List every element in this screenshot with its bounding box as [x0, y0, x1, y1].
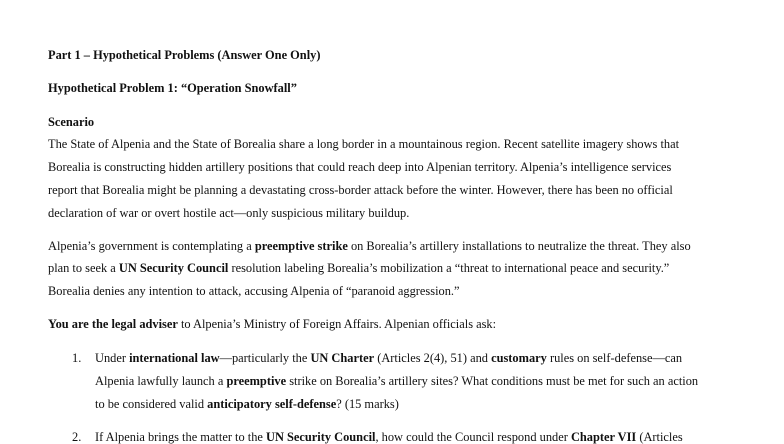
para2-line2: plan to seek a UN Security Council resolution labeling Borealia’s mobilization a “threat to international peace and security.” [48, 261, 670, 275]
item1-line3: to be considered valid anticipatory self-defense? (15 marks) [95, 397, 399, 411]
para1-line4: declaration of war or overt hostile act—only suspicious military buildup. [48, 206, 410, 220]
para2-line1: Alpenia’s government is contemplating a preemptive strike on Borealia’s artillery installations to neutralize the threat. They also [48, 239, 691, 253]
para2-line3: Borealia denies any intention to attack, accusing Alpenia of “paranoid aggression.” [48, 284, 460, 298]
para1-line2: Borealia is constructing hidden artillery positions that could reach deep into Alpenian territory. Alpenia’s intelligence services [48, 160, 672, 174]
para3: You are the legal adviser to Alpenia’s Ministry of Foreign Affairs. Alpenian officials ask: [48, 317, 497, 331]
item2-number: 2. [72, 430, 82, 444]
item1-line2: Alpenia lawfully launch a preemptive strike on Borealia’s artillery sites? What conditions must be met for such an action [95, 374, 699, 388]
item1-line1: Under international law—particularly the UN Charter (Articles 2(4), 51) and customary rules on self-defense—can [95, 351, 683, 365]
para1-line3: report that Borealia might be planning a devastating cross-border attack before the winter. However, there has been no official [48, 183, 673, 197]
scenario-heading: Scenario [48, 115, 95, 129]
item2-line1: If Alpenia brings the matter to the UN Security Council, how could the Council respond under Chapter VII (Articles [95, 430, 683, 444]
item1-number: 1. [72, 351, 82, 365]
part-title: Part 1 – Hypothetical Problems (Answer One Only) [48, 48, 321, 62]
para1-line1: The State of Alpenia and the State of Borealia share a long border in a mountainous region. Recent satellite imagery shows that [48, 137, 680, 151]
problem-title: Hypothetical Problem 1: “Operation Snowfall” [48, 81, 297, 95]
